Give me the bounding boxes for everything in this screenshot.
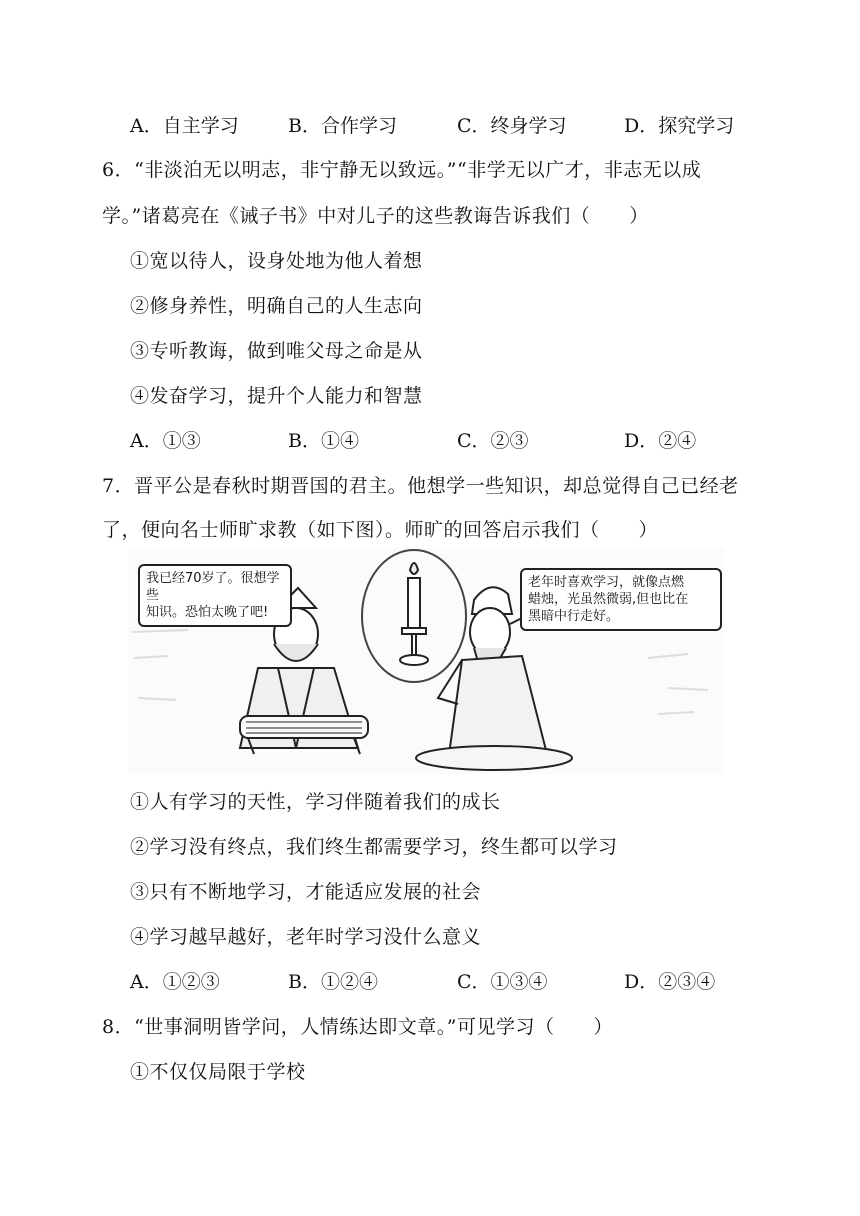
q6-stem-line2: 学。”诸葛亮在《诫子书》中对儿子的这些教诲告诉我们（ ） (102, 205, 649, 227)
q6-option-c[interactable]: C．②③ (457, 430, 529, 452)
q7-stem-line2: 了，便向名士师旷求教（如下图）。师旷的回答启示我们（ ） (102, 519, 659, 541)
q6-item-2: ②修身养性，明确自己的人生志向 (130, 295, 423, 317)
q6-item-1: ①宽以待人，设身处地为他人着想 (130, 250, 423, 272)
speech-bubble-shi-kuang: 老年时喜欢学习，就像点燃 蜡烛，光虽然微弱,但也比在 黑暗中行走好。 (520, 568, 722, 631)
q7-stem-line1: 7．晋平公是春秋时期晋国的君主。他想学一些知识，却总觉得自己已经老 (102, 475, 739, 497)
q7-item-2: ②学习没有终点，我们终生都需要学习，终生都可以学习 (130, 836, 618, 858)
q8-stem-line1: 8．“世事洞明皆学问，人情练达即文章。”可见学习（ ） (102, 1016, 614, 1038)
q7-item-3: ③只有不断地学习，才能适应发展的社会 (130, 881, 482, 903)
q7-option-c[interactable]: C．①③④ (457, 971, 548, 993)
q7-item-4: ④学习越早越好，老年时学习没什么意义 (130, 926, 482, 948)
q5-option-a[interactable]: A．自主学习 (130, 115, 239, 137)
q6-item-3: ③专听教诲，做到唯父母之命是从 (130, 340, 423, 362)
q6-option-d[interactable]: D．②④ (624, 430, 697, 452)
q5-option-b[interactable]: B．合作学习 (288, 115, 397, 137)
q7-option-b[interactable]: B．①②④ (288, 971, 378, 993)
q6-stem-line1: 6．“非淡泊无以明志，非宁静无以致远。”“非学无以广才，非志无以成 (102, 159, 702, 181)
q7-option-a[interactable]: A．①②③ (130, 971, 220, 993)
q8-item-1: ①不仅仅局限于学校 (130, 1061, 306, 1083)
q6-option-b[interactable]: B．①④ (288, 430, 359, 452)
speech-bubble-duke: 我已经70岁了。很想学些 知识。恐怕太晚了吧! (138, 564, 292, 627)
q7-option-d[interactable]: D．②③④ (624, 971, 716, 993)
q6-option-a[interactable]: A．①③ (130, 430, 201, 452)
q6-item-4: ④发奋学习，提升个人能力和智慧 (130, 385, 423, 407)
cartoon-illustration (128, 548, 724, 774)
q7-item-1: ①人有学习的天性，学习伴随着我们的成长 (130, 791, 501, 813)
q5-option-c[interactable]: C．终身学习 (457, 115, 567, 137)
q5-option-d[interactable]: D．探究学习 (624, 115, 735, 137)
